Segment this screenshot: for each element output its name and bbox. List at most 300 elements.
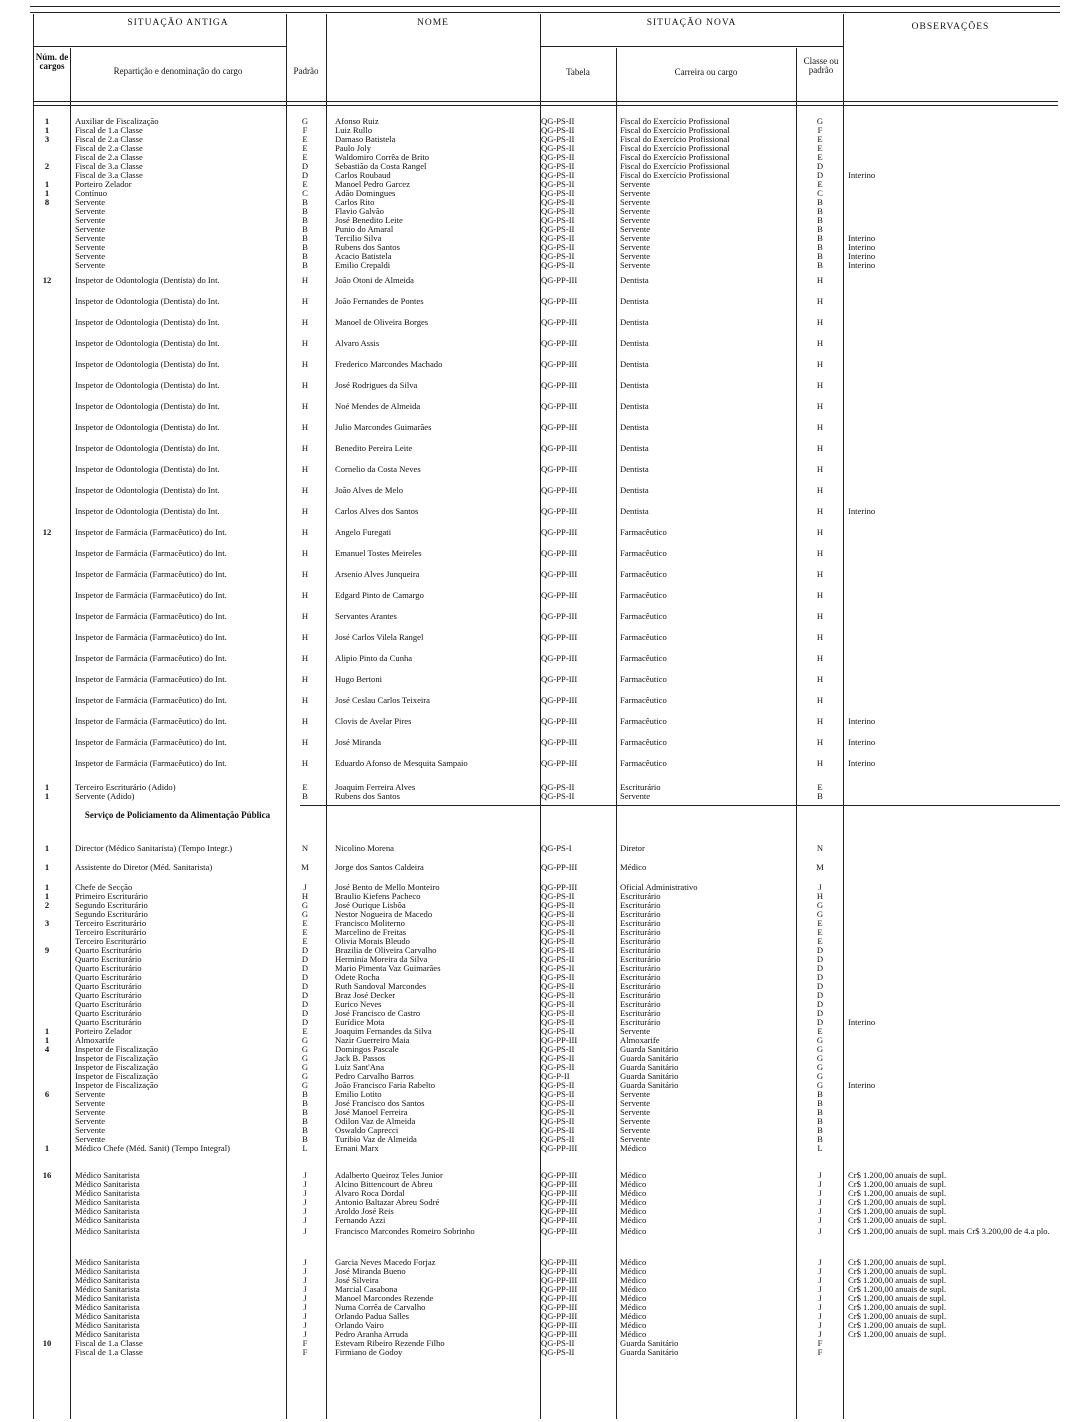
employee-name: José Ceslau Carlos Teixeira	[335, 695, 430, 705]
new-tabela: QG-PS-II	[541, 242, 575, 252]
employee-name: José Miranda	[335, 737, 382, 747]
employee-name: João Otoni de Almeida	[335, 275, 415, 285]
old-position: Médico Sanitarista	[75, 1188, 140, 1198]
observacao: Interino	[848, 233, 876, 243]
old-position: Médico Sanitarista	[75, 1266, 140, 1276]
new-tabela: QG-PS-II	[541, 981, 575, 991]
employee-name: Braz José Decker	[335, 990, 396, 1000]
employee-name: João Alves de Melo	[335, 485, 404, 495]
observacao: Cr$ 1.200,00 anuais de supl.	[848, 1293, 947, 1303]
new-carreira: Dentista	[620, 317, 649, 327]
observacao: Interino	[848, 1080, 876, 1090]
new-tabela: QG-PS-II	[541, 251, 575, 261]
employee-name: Antonio Baltazar Abreu Sodré	[335, 1197, 440, 1207]
employee-name: Frederico Marcondes Machado	[335, 359, 443, 369]
old-position: Inspetor de Farmácia (Farmacêutico) do Int.	[75, 632, 227, 642]
cargo-count: 3	[44, 134, 50, 144]
old-padrao: J	[303, 1170, 307, 1180]
old-position: Fiscal de 2.a Classe	[75, 143, 143, 153]
new-tabela: QG-PS-II	[541, 161, 575, 171]
employee-name: Mario Pimenta Vaz Guimarães	[335, 963, 441, 973]
old-padrao: J	[303, 1188, 307, 1198]
new-carreira: Servente	[620, 188, 651, 198]
old-padrao: H	[301, 632, 309, 642]
employee-name: José Bento de Mello Monteiro	[335, 882, 440, 892]
old-position: Terceiro Escriturário (Adido)	[75, 782, 176, 792]
old-padrao: J	[303, 1275, 307, 1285]
new-carreira: Dentista	[620, 422, 649, 432]
new-tabela: QG-PP-III	[541, 1302, 578, 1312]
cargo-count: 3	[44, 918, 50, 928]
old-position: Médico Sanitarista	[75, 1329, 140, 1339]
new-carreira: Escriturário	[620, 900, 661, 910]
old-padrao: F	[302, 1338, 308, 1348]
new-carreira: Servente	[620, 1116, 651, 1126]
old-padrao: J	[303, 1284, 307, 1294]
old-padrao: H	[301, 548, 309, 558]
new-carreira: Médico	[620, 1275, 647, 1285]
old-position: Quarto Escriturário	[75, 1017, 142, 1027]
new-carreira: Oficial Administrativo	[620, 882, 698, 892]
employee-name: Emanuel Tostes Meireles	[335, 548, 422, 558]
new-classe: J	[818, 1257, 822, 1267]
old-padrao: H	[301, 359, 309, 369]
new-carreira: Dentista	[620, 506, 649, 516]
new-carreira: Fiscal do Exercício Profissional	[620, 170, 730, 180]
cargo-count: 1	[44, 843, 50, 853]
new-carreira: Servente	[620, 1089, 651, 1099]
new-tabela: QG-PS-II	[541, 179, 575, 189]
new-carreira: Guarda Sanitário	[620, 1080, 679, 1090]
employee-name: Braulio Kiefens Pacheco	[335, 891, 421, 901]
employee-name: Orlando Vairo	[335, 1320, 384, 1330]
old-padrao: H	[301, 611, 309, 621]
employee-name: Ernani Marx	[335, 1143, 379, 1153]
employee-name: Arsenio Alves Junqueira	[335, 569, 420, 579]
observacao: Cr$ 1.200,00 anuais de supl. mais Cr$ 3.200,00 de 4.a plo.	[848, 1226, 1050, 1236]
header-classe: Classe ou padrão	[803, 56, 839, 75]
old-padrao: F	[302, 125, 308, 135]
new-tabela: QG-PP-III	[541, 1035, 578, 1045]
old-position: Almoxarife	[75, 1035, 115, 1045]
new-classe: H	[816, 590, 824, 600]
employee-name: Carlos Rito	[335, 197, 375, 207]
employee-name: Brazilia de Oliveira Carvalho	[335, 945, 437, 955]
new-tabela: QG-PP-III	[541, 737, 578, 747]
new-classe: J	[818, 1179, 822, 1189]
employee-name: Emilio Crepaldi	[335, 260, 391, 270]
old-padrao: D	[301, 963, 309, 973]
new-classe: H	[816, 401, 824, 411]
top-rule-2	[30, 12, 1060, 13]
old-position: Inspetor de Odontologia (Dentista) do Int.	[75, 506, 220, 516]
new-carreira: Fiscal do Exercício Profissional	[620, 143, 730, 153]
new-carreira: Servente	[620, 260, 651, 270]
employee-name: José Ourique Lisbôa	[335, 900, 406, 910]
employee-name: Luiz Sant'Ana	[335, 1062, 385, 1072]
new-tabela: QG-PP-III	[541, 1215, 578, 1225]
new-classe: G	[816, 1053, 824, 1063]
employee-name: Jack B. Passos	[335, 1053, 386, 1063]
new-carreira: Guarda Sanitário	[620, 1053, 679, 1063]
old-padrao: N	[301, 843, 309, 853]
new-carreira: Dentista	[620, 296, 649, 306]
new-classe: B	[817, 224, 823, 234]
old-position: Servente	[75, 260, 106, 270]
new-carreira: Escriturário	[620, 1017, 661, 1027]
new-tabela: QG-PS-II	[541, 1098, 575, 1108]
new-tabela: QG-PP-III	[541, 317, 578, 327]
new-classe: D	[816, 954, 824, 964]
new-tabela: QG-PS-II	[541, 999, 575, 1009]
new-classe: G	[816, 1071, 824, 1081]
old-position: Quarto Escriturário	[75, 945, 142, 955]
new-carreira: Farmacêutico	[620, 716, 667, 726]
new-carreira: Médico	[620, 1320, 647, 1330]
old-padrao: M	[301, 862, 309, 872]
old-padrao: G	[301, 1062, 309, 1072]
old-position: Inspetor de Farmácia (Farmacêutico) do Int.	[75, 611, 227, 621]
old-position: Inspetor de Fiscalização	[75, 1080, 159, 1090]
employee-name: Eduardo Afonso de Mesquita Sampaio	[335, 758, 468, 768]
header-bottom-rule-2	[33, 105, 1058, 106]
old-padrao: J	[303, 1320, 307, 1330]
observacao: Interino	[848, 737, 876, 747]
observacao: Cr$ 1.200,00 anuais de supl.	[848, 1311, 947, 1321]
old-padrao: H	[301, 317, 309, 327]
new-tabela: QG-PS-II	[541, 197, 575, 207]
new-tabela: QG-PS-II	[541, 918, 575, 928]
header-mid-rule	[33, 46, 286, 47]
employee-name: Luiz Rullo	[335, 125, 372, 135]
old-padrao: G	[301, 1053, 309, 1063]
old-position: Inspetor de Farmácia (Farmacêutico) do Int.	[75, 674, 227, 684]
new-carreira: Médico	[620, 1143, 647, 1153]
new-classe: B	[817, 1089, 823, 1099]
old-padrao: H	[301, 891, 309, 901]
new-carreira: Servente	[620, 1098, 651, 1108]
employee-name: Domingos Pascale	[335, 1044, 399, 1054]
new-tabela: QG-PP-III	[541, 1226, 578, 1236]
cargo-count: 1	[44, 116, 50, 126]
employee-name: Cornelio da Costa Neves	[335, 464, 421, 474]
rule-left	[33, 14, 34, 1419]
new-tabela: QG-PS-II	[541, 927, 575, 937]
new-carreira: Servente	[620, 1125, 651, 1135]
old-padrao: H	[301, 758, 309, 768]
employee-name: Estevam Ribeiro Rezende Filho	[335, 1338, 445, 1348]
old-padrao: D	[301, 170, 309, 180]
new-classe: J	[818, 1215, 822, 1225]
old-padrao: J	[303, 1329, 307, 1339]
employee-name: Fernando Azzi	[335, 1215, 386, 1225]
old-position: Terceiro Escriturário	[75, 927, 147, 937]
new-carreira: Servente	[620, 224, 651, 234]
employee-name: Numa Corrêa de Carvalho	[335, 1302, 426, 1312]
employee-name: Tercilio Silva	[335, 233, 382, 243]
old-position: Quarto Escriturário	[75, 990, 142, 1000]
old-position: Servente	[75, 242, 106, 252]
new-classe: L	[817, 1143, 823, 1153]
new-tabela: QG-P-II	[541, 1071, 570, 1081]
rule-cls	[843, 14, 844, 1419]
header-tabela: Tabela	[566, 67, 590, 77]
cargo-count: 1	[44, 125, 50, 135]
cargo-count: 10	[42, 1338, 52, 1348]
observacao: Interino	[848, 1017, 876, 1027]
old-padrao: F	[302, 1347, 308, 1357]
old-padrao: E	[302, 782, 308, 792]
new-tabela: QG-PS-II	[541, 1017, 575, 1027]
new-classe: H	[816, 485, 824, 495]
new-carreira: Escriturário	[620, 981, 661, 991]
new-classe: G	[816, 909, 824, 919]
new-classe: G	[816, 1062, 824, 1072]
new-classe: H	[816, 275, 824, 285]
new-classe: D	[816, 990, 824, 1000]
new-carreira: Escriturário	[620, 909, 661, 919]
employee-name: Orlando Padua Salles	[335, 1311, 409, 1321]
new-tabela: QG-PS-II	[541, 260, 575, 270]
employee-name: Carlos Alves dos Santos	[335, 506, 419, 516]
new-classe: J	[818, 1170, 822, 1180]
new-carreira: Servente	[620, 179, 651, 189]
new-classe: B	[817, 242, 823, 252]
observacao: Interino	[848, 251, 876, 261]
new-tabela: QG-PS-II	[541, 1338, 575, 1348]
employee-name: José Benedito Leite	[335, 215, 403, 225]
old-position: Médico Sanitarista	[75, 1311, 140, 1321]
cargo-count: 1	[44, 188, 50, 198]
old-padrao: G	[301, 1080, 309, 1090]
old-position: Inspetor de Odontologia (Dentista) do Int.	[75, 485, 220, 495]
new-tabela: QG-PP-III	[541, 653, 578, 663]
new-tabela: QG-PP-III	[541, 359, 578, 369]
old-padrao: D	[301, 1008, 309, 1018]
new-classe: H	[816, 422, 824, 432]
new-carreira: Fiscal do Exercício Profissional	[620, 134, 730, 144]
old-position: Inspetor de Farmácia (Farmacêutico) do Int.	[75, 737, 227, 747]
employee-name: José Silveira	[335, 1275, 379, 1285]
employee-name: José Francisco de Castro	[335, 1008, 421, 1018]
new-tabela: QG-PS-II	[541, 1080, 575, 1090]
old-position: Médico Sanitarista	[75, 1293, 140, 1303]
old-position: Segundo Escriturário	[75, 909, 148, 919]
new-classe: D	[816, 972, 824, 982]
new-carreira: Farmacêutico	[620, 695, 667, 705]
new-tabela: QG-PS-II	[541, 954, 575, 964]
new-tabela: QG-PS-II	[541, 143, 575, 153]
observacao: Cr$ 1.200,00 anuais de supl.	[848, 1329, 947, 1339]
new-tabela: QG-PP-III	[541, 1257, 578, 1267]
old-position: Médico Sanitarista	[75, 1284, 140, 1294]
employee-name: João Francisco Faria Rabelto	[335, 1080, 435, 1090]
observacao: Interino	[848, 260, 876, 270]
new-carreira: Escriturário	[620, 782, 661, 792]
new-carreira: Escriturário	[620, 918, 661, 928]
employee-name: Odete Rocha	[335, 972, 380, 982]
new-tabela: QG-PP-III	[541, 1143, 578, 1153]
new-carreira: Dentista	[620, 464, 649, 474]
new-tabela: QG-PS-II	[541, 791, 575, 801]
new-classe: G	[816, 1035, 824, 1045]
new-carreira: Médico	[620, 1329, 647, 1339]
new-carreira: Dentista	[620, 443, 649, 453]
rule-num	[70, 48, 71, 1419]
header-bottom-rule	[33, 101, 1058, 102]
new-carreira: Médico	[620, 1266, 647, 1276]
new-classe: J	[818, 1266, 822, 1276]
new-classe: D	[816, 981, 824, 991]
old-position: Fiscal de 3.a Classe	[75, 170, 143, 180]
employee-name: Benedito Pereira Leite	[335, 443, 413, 453]
observacao: Interino	[848, 506, 876, 516]
new-carreira: Diretor	[620, 843, 645, 853]
cargo-count: 1	[44, 782, 50, 792]
header-observacoes: OBSERVAÇÕES	[911, 22, 990, 32]
new-classe: B	[817, 260, 823, 270]
new-tabela: QG-PP-III	[541, 1329, 578, 1339]
new-carreira: Escriturário	[620, 891, 661, 901]
employee-name: Francisco Moliterno	[335, 918, 405, 928]
new-carreira: Dentista	[620, 275, 649, 285]
observacao: Cr$ 1.200,00 anuais de supl.	[848, 1266, 947, 1276]
old-padrao: D	[301, 999, 309, 1009]
cargo-count: 1	[44, 1143, 50, 1153]
old-position: Servente	[75, 1116, 106, 1126]
new-tabela: QG-PS-II	[541, 990, 575, 1000]
new-tabela: QG-PS-II	[541, 1053, 575, 1063]
old-position: Director (Médico Sanitarista) (Tempo Integr.)	[75, 843, 233, 853]
new-carreira: Médico	[620, 1179, 647, 1189]
new-carreira: Farmacêutico	[620, 569, 667, 579]
new-tabela: QG-PS-II	[541, 900, 575, 910]
old-position: Quarto Escriturário	[75, 972, 142, 982]
old-position: Inspetor de Odontologia (Dentista) do Int.	[75, 296, 220, 306]
old-padrao: H	[301, 275, 309, 285]
observacao: Interino	[848, 758, 876, 768]
new-tabela: QG-PS-II	[541, 909, 575, 919]
rule-tab	[616, 48, 617, 1419]
new-tabela: QG-PS-II	[541, 233, 575, 243]
new-classe: B	[817, 1098, 823, 1108]
employee-name: Paulo Joly	[335, 143, 372, 153]
old-padrao: D	[301, 945, 309, 955]
old-position: Segundo Escriturário	[75, 900, 148, 910]
new-classe: H	[816, 758, 824, 768]
new-tabela: QG-PP-III	[541, 1311, 578, 1321]
header-situacao-nova: SITUAÇÃO NOVA	[646, 18, 737, 28]
new-tabela: QG-PP-III	[541, 632, 578, 642]
new-classe: B	[817, 197, 823, 207]
new-carreira: Farmacêutico	[620, 758, 667, 768]
new-carreira: Farmacêutico	[620, 611, 667, 621]
new-tabela: QG-PP-III	[541, 1275, 578, 1285]
employee-name: Nestor Nogueira de Macedo	[335, 909, 433, 919]
cargo-count: 1	[44, 1035, 50, 1045]
old-padrao: E	[302, 918, 308, 928]
new-tabela: QG-PS-II	[541, 170, 575, 180]
old-padrao: B	[302, 1107, 308, 1117]
old-padrao: H	[301, 296, 309, 306]
new-carreira: Almoxarife	[620, 1035, 660, 1045]
old-padrao: H	[301, 653, 309, 663]
employee-name: Hugo Bertoni	[335, 674, 383, 684]
new-tabela: QG-PP-III	[541, 296, 578, 306]
old-padrao: B	[302, 791, 308, 801]
new-carreira: Dentista	[620, 485, 649, 495]
old-padrao: B	[302, 224, 308, 234]
new-carreira: Médico	[620, 1215, 647, 1225]
new-carreira: Médico	[620, 1311, 647, 1321]
employee-name: Manoel Marcondes Rezende	[335, 1293, 434, 1303]
old-padrao: B	[302, 1116, 308, 1126]
new-tabela: QG-PP-III	[541, 611, 578, 621]
employee-name: Edgard Pinto de Camargo	[335, 590, 424, 600]
employee-name: Joaquim Fernandes da Silva	[335, 1026, 432, 1036]
old-position: Inspetor de Odontologia (Dentista) do Int.	[75, 401, 220, 411]
new-carreira: Escriturário	[620, 936, 661, 946]
new-carreira: Farmacêutico	[620, 653, 667, 663]
old-padrao: J	[303, 1197, 307, 1207]
new-carreira: Médico	[620, 1302, 647, 1312]
employee-name: Manoel de Oliveira Borges	[335, 317, 429, 327]
old-position: Assistente do Diretor (Méd. Sanitarista)	[75, 862, 213, 872]
top-rule	[30, 6, 1060, 7]
old-position: Médico Sanitarista	[75, 1320, 140, 1330]
new-classe: M	[816, 862, 824, 872]
old-padrao: B	[302, 260, 308, 270]
old-position: Servente	[75, 1134, 106, 1144]
old-position: Quarto Escriturário	[75, 963, 142, 973]
old-position: Inspetor de Farmácia (Farmacêutico) do Int.	[75, 716, 227, 726]
new-carreira: Guarda Sanitário	[620, 1338, 679, 1348]
new-tabela: QG-PP-III	[541, 1284, 578, 1294]
old-padrao: B	[302, 233, 308, 243]
old-position: Fiscal de 1.a Classe	[75, 1347, 143, 1357]
new-tabela: QG-PS-II	[541, 188, 575, 198]
employee-name: Acacio Batistela	[335, 251, 392, 261]
new-classe: D	[816, 1008, 824, 1018]
header-nome: NOME	[417, 18, 449, 28]
new-tabela: QG-PS-II	[541, 1116, 575, 1126]
new-classe: F	[817, 1347, 823, 1357]
new-tabela: QG-PP-III	[541, 548, 578, 558]
new-tabela: QG-PP-III	[541, 1266, 578, 1276]
observacao: Cr$ 1.200,00 anuais de supl.	[848, 1179, 947, 1189]
cargo-count: 8	[44, 197, 50, 207]
new-carreira: Guarda Sanitário	[620, 1044, 679, 1054]
new-tabela: QG-PS-II	[541, 1008, 575, 1018]
new-tabela: QG-PP-III	[541, 674, 578, 684]
old-position: Inspetor de Farmácia (Farmacêutico) do Int.	[75, 527, 227, 537]
old-position: Inspetor de Fiscalização	[75, 1062, 159, 1072]
new-classe: C	[817, 188, 823, 198]
employee-name: Marcelino de Freitas	[335, 927, 407, 937]
observacao: Cr$ 1.200,00 anuais de supl.	[848, 1215, 947, 1225]
old-position: Inspetor de Odontologia (Dentista) do Int.	[75, 275, 220, 285]
new-carreira: Servente	[620, 215, 651, 225]
new-carreira: Servente	[620, 1026, 651, 1036]
employee-name: Alcino Bittencourt de Abreu	[335, 1179, 433, 1189]
new-classe: J	[818, 1302, 822, 1312]
old-position: Inspetor de Odontologia (Dentista) do Int.	[75, 464, 220, 474]
employee-name: Aroldo José Reis	[335, 1206, 394, 1216]
employee-name: Herminia Moreira da Silva	[335, 954, 428, 964]
employee-name: Carlos Roubaud	[335, 170, 391, 180]
new-tabela: QG-PS-II	[541, 1062, 575, 1072]
old-padrao: H	[301, 485, 309, 495]
